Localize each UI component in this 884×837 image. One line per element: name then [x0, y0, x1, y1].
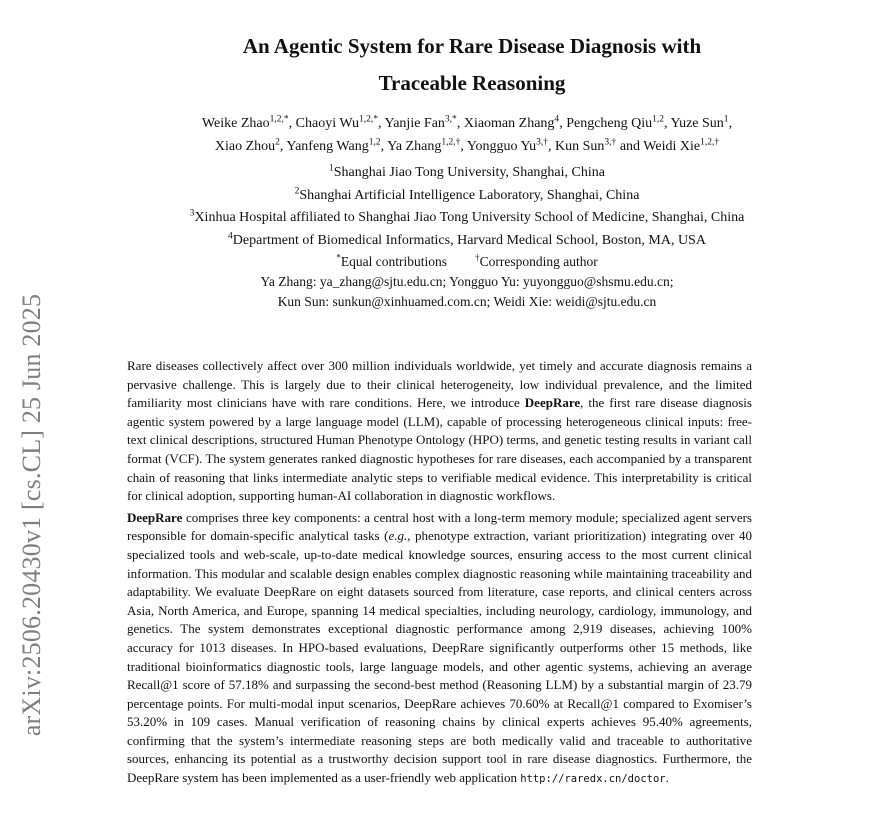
author-affiliation-mark: 1,2,†	[441, 136, 461, 147]
affiliation-number: 1	[329, 163, 334, 174]
affiliation-line	[90, 207, 844, 230]
abstract	[127, 357, 752, 789]
abstract-paragraph-1	[127, 357, 752, 506]
abstract-text: , the first rare disease diagnosis agentic system powered by a large language model (LLM), capable of processing heterogeneous clinical inputs: free-text clinical descriptions, structured Human Phenotype Ontology (HPO) terms, and genetic testing results in variant call format (VCF). The system generates ranked diagnostic hypotheses for rare diseases, each accompanied by a transparent chain of reasoning that links intermediate analytic steps to verifiable medical evidence. This interpretability is critical for clinical adoption, supporting human-AI collaboration in diagnostic workflows.	[127, 395, 752, 504]
author-name: Yanfeng Wang	[286, 138, 369, 154]
abstract-text: , phenotype extraction, variant prioritization) integrating over 40 specialized tools and web-scale, up-to-date medical knowledge sources, ensuring access to the most current clinical information. This modular and scalable design enables complex diagnostic reasoning while maintaining traceability and adaptability. We evaluate DeepRare on eight datasets sourced from literature, case reports, and clinical centers across Asia, North America, and Europe, spanning 14 medical specialties, including neurology, cardiology, immunology, and genetics. The system demonstrates exceptional diagnostic performance among 2,919 diseases, achieving 100% accuracy for 1013 diseases. In HPO-based evaluations, DeepRare significantly outperforms other 15 methods, like traditional bioinformatics diagnostic tools, large language models, and other agentic systems, achieving an average Recall@1 score of 57.18% and surpassing the second-best method (Reasoning LLM) by a substantial margin of 23.79 percentage points. For multi-modal input scenarios, DeepRare achieves 70.60% at Recall@1 compared to Exomiser’s 53.20% in 109 cases. Manual verification of reasoning chains by clinical experts achieves 95.40% agreements, confirming that the system’s intermediate reasoning steps are both medically valid and traceable to authoritative sources, enhancing its potential as a trustworthy decision support tool in rare disease diagnostics. Furthermore, the DeepRare system has been implemented as a user-friendly web application	[127, 528, 752, 786]
affiliation-text: Department of Biomedical Informatics, Harvard Medical School, Boston, MA, USA	[232, 232, 706, 248]
author-name: Xiaoman Zhang	[463, 116, 555, 131]
author-separator: ,	[378, 116, 385, 131]
author-name: Weike Zhao	[201, 116, 270, 131]
footnote-line	[90, 252, 844, 272]
system-name: DeepRare	[524, 395, 581, 411]
author-separator: ,	[548, 138, 555, 154]
email-line-1: Ya Zhang: ya_zhang@sjtu.edu.cn; Yongguo Yu: yuyongguo@shsmu.edu.cn;	[260, 274, 674, 289]
affiliation-number: 2	[294, 185, 300, 196]
title-line-1: An Agentic System for Rare Disease Diagnosis with	[242, 34, 702, 58]
affiliation-text: Shanghai Jiao Tong University, Shanghai, China	[333, 165, 605, 180]
author-name: Chaoyi Wu	[295, 116, 359, 131]
author-affiliation-mark: 3,*	[444, 114, 457, 125]
author-name: Weidi Xie	[643, 138, 701, 154]
abstract-text: Rare diseases collectively affect over 300 million individuals worldwide, yet timely and accurate diagnosis remains a pervasive challenge. This is largely due to their clinical heterogeneity, low individual prevalence, and the limited familiarity most clinicians have with rare conditions. Here, we introduce	[127, 358, 752, 411]
abstract-text: .	[665, 770, 669, 786]
author-separator: ,	[279, 138, 287, 154]
equal-contribution-note: Equal contributions	[340, 254, 447, 269]
affiliation-list	[90, 162, 844, 252]
author-separator: and	[616, 138, 644, 154]
arxiv-identifier-stamp	[8, 248, 56, 782]
affiliation-text: Shanghai Artificial Intelligence Laboratory, Shanghai, China	[299, 187, 640, 203]
corresponding-mark: †	[475, 252, 480, 263]
abstract-paragraph-2	[127, 509, 752, 789]
author-separator: ,	[460, 138, 467, 154]
author-separator: ,	[664, 116, 671, 131]
author-affiliation-mark: 1,2,*	[269, 114, 289, 125]
affiliation-number: 4	[228, 230, 233, 241]
equal-contribution-mark: *	[336, 252, 341, 263]
author-affiliation-mark: 1,2,*	[358, 114, 379, 125]
affiliation-text: Xinhua Hospital affiliated to Shanghai Jiao Tong University School of Medicine, Shanghai, China	[194, 210, 745, 225]
author-separator: ,	[728, 116, 733, 131]
author-affiliation-mark: 1,2	[368, 136, 381, 147]
affiliation-number: 3	[189, 208, 195, 219]
author-name: Xiao Zhou	[214, 138, 276, 154]
arxiv-id-text: arXiv:2506.20430v1 [cs.CL] 25 Jun 2025	[17, 293, 46, 737]
author-affiliation-mark: 1,2,†	[700, 136, 720, 147]
eg-italic: e.g.	[388, 528, 408, 544]
affiliation-line	[90, 162, 844, 185]
affiliation-line	[90, 230, 844, 253]
author-separator: ,	[456, 116, 464, 131]
author-list	[90, 113, 844, 158]
author-affiliation-mark: 2	[275, 136, 280, 147]
author-affiliation-mark: 1,2	[652, 114, 665, 125]
author-name: Yuze Sun	[670, 116, 724, 131]
author-name: Pengcheng Qiu	[566, 116, 653, 131]
web-app-url[interactable]: http://raredx.cn/doctor	[520, 773, 666, 786]
author-name: Kun Sun	[555, 138, 605, 154]
abstract-text: comprises three key components: a central host with a long-term memory module; specialized agent servers responsible for domain-specific analytical tasks (	[127, 509, 752, 544]
author-name: Ya Zhang	[387, 138, 442, 154]
author-affiliation-mark: 4	[554, 114, 560, 125]
title-line-2: Traceable Reasoning	[378, 71, 566, 95]
author-separator: ,	[559, 116, 567, 131]
author-separator: ,	[380, 138, 388, 154]
author-affiliation-mark: 3,†	[536, 136, 548, 147]
system-name: DeepRare	[127, 509, 183, 525]
affiliation-line	[90, 185, 844, 208]
author-affiliation-mark: 1	[723, 114, 729, 125]
email-line-2: Kun Sun: sunkun@xinhuamed.com.cn; Weidi Xie: weidi@sjtu.edu.cn	[277, 294, 657, 309]
author-name: Yanjie Fan	[384, 116, 445, 131]
paper-title	[100, 28, 844, 102]
author-name: Yongguo Yu	[466, 138, 537, 154]
corresponding-author-note: Corresponding author	[479, 254, 598, 269]
author-affiliation-mark: 3,†	[604, 136, 617, 147]
contact-block	[90, 252, 844, 312]
author-separator: ,	[288, 116, 296, 131]
